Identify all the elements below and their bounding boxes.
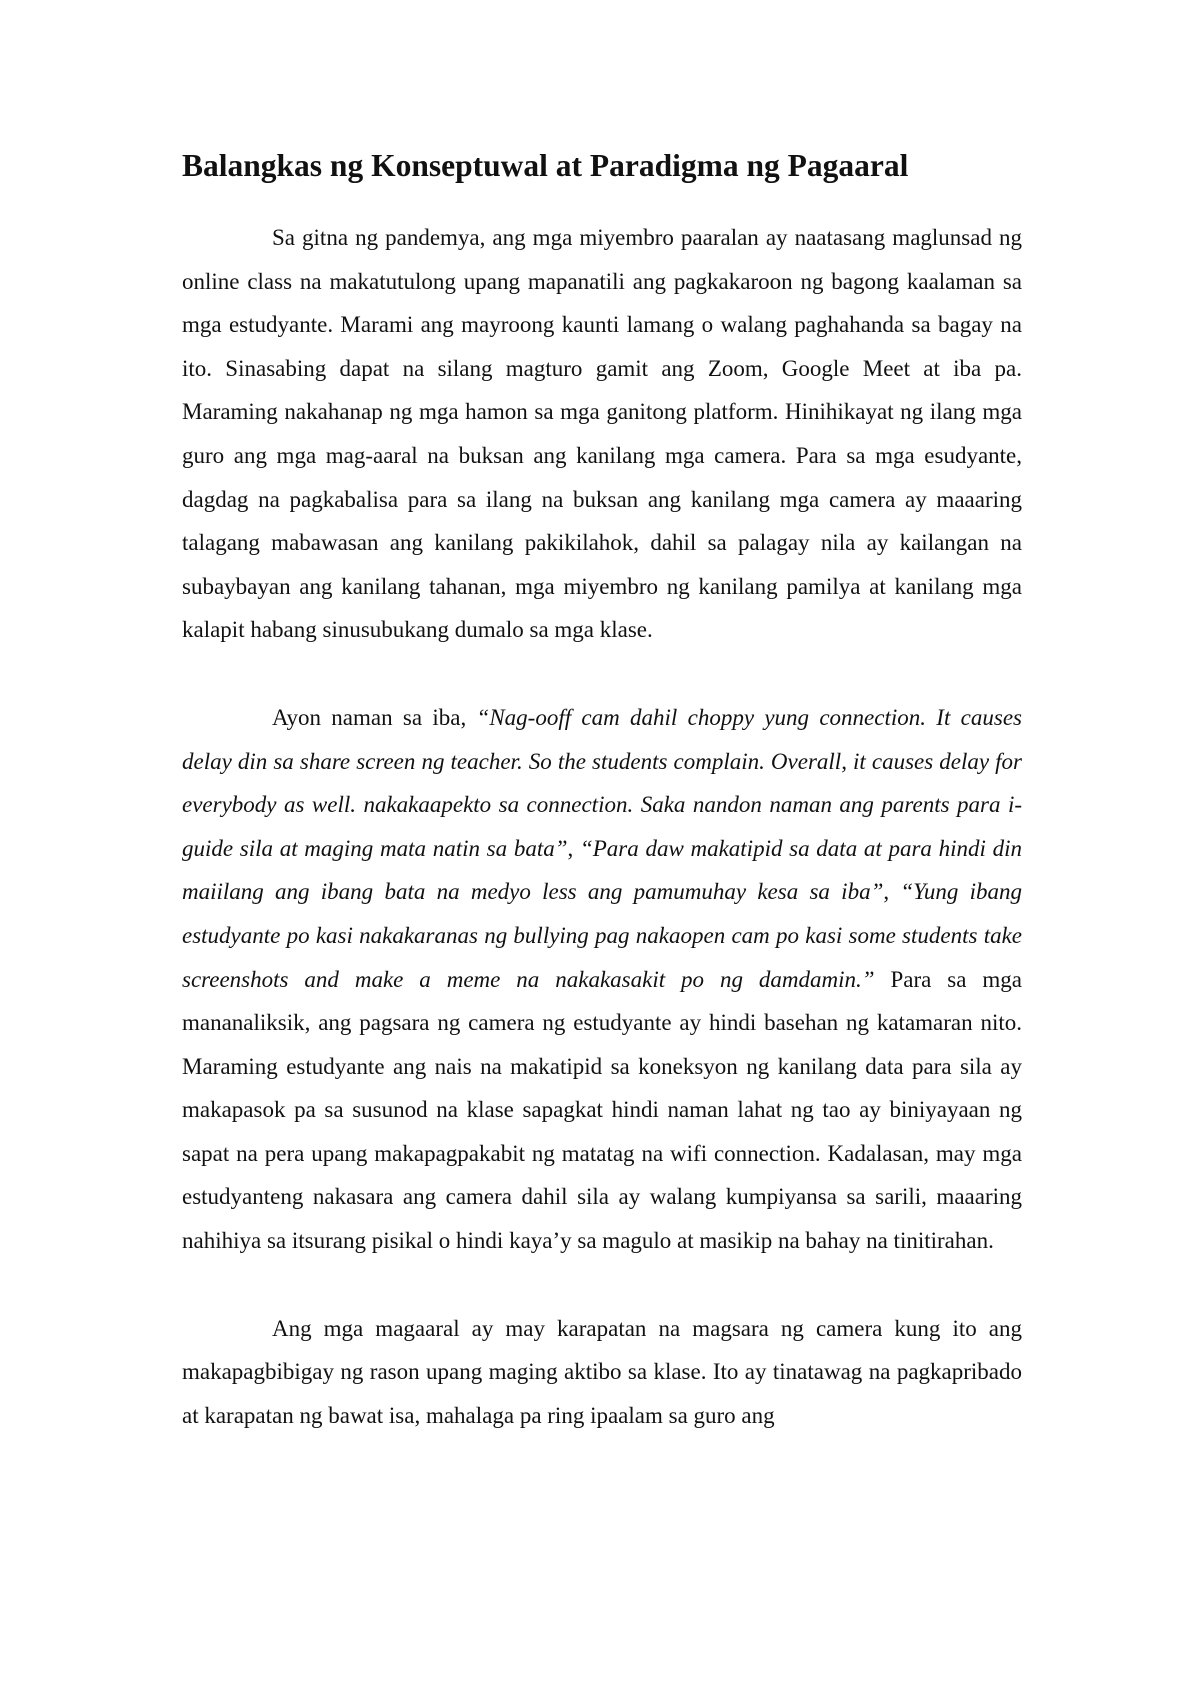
paragraph-2-rest: Para sa mga mananaliksik, ang pagsara ng camera ng estudyante ay hindi basehan ng katamaran nito. Maraming estudyante ang nais na makatipid sa koneksyon ng kanilang data para sila ay makapasok pa sa susunod na klase sapagkat hindi naman lahat ng tao ay biniyayaan ng sapat na pera upang makapagpakabit ng matatag na wifi connection. Kadalasan, may mga estudyanteng nakasara ang camera dahil sila ay walang kumpiyansa sa sarili, maaaring nahihiya sa itsurang pisikal o hindi kaya’y sa magulo at masikip na bahay na tinitirahan. — [182, 966, 1022, 1254]
paragraph-2 — [182, 696, 1022, 1263]
quote-separator-1: , — [567, 835, 580, 861]
paragraph-3: Ang mga magaaral ay may karapatan na magsara ng camera kung ito ang makapagbibigay ng rason upang maging aktibo sa klase. Ito ay tinatawag na pagkapribado at karapatan ng bawat isa, mahalaga pa ring ipaalam sa guro ang — [182, 1315, 1022, 1428]
quote-2: “Para daw makatipid sa data at para hindi din maiilang ang ibang bata na medyo less ang pamumuhay kesa sa iba” — [182, 835, 1022, 905]
quote-3: “Yung ibang estudyante po kasi nakakaranas ng bullying pag nakaopen cam po kasi some students take screenshots and make a meme na nakakasakit po ng damdamin.” — [182, 879, 1022, 992]
paragraph-1: Sa gitna ng pandemya, ang mga miyembro paaralan ay naatasang maglunsad ng online class na makatutulong upang mapanatili ang pagkakaroon ng bagong kaalaman sa mga estudyante. Marami ang mayroong kaunti lamang o walang paghahanda sa bagay na ito. Sinasabing dapat na silang magturo gamit ang Zoom, Google Meet at iba pa. Maraming nakahanap ng mga hamon sa mga ganitong platform. Hinihikayat ng ilang mga guro ang mga mag-aaral na buksan ang kanilang mga camera. Para sa mga esudyante, dagdag na pagkabalisa para sa ilang na buksan ang kanilang mga camera ay maaaring talagang mabawasan ang kanilang pakikilahok, dahil sa palagay nila ay kailangan na subaybayan ang kanilang tahanan, mga miyembro ng kanilang pamilya at kanilang mga kalapit habang sinusubukang dumalo sa mga klase. — [182, 225, 1022, 643]
quote-separator-2: , — [883, 879, 901, 905]
document-body — [182, 146, 1022, 1437]
quote-1: “Nag-ooff cam dahil choppy yung connection. It causes delay din sa share screen ng teacher. So the students complain. Overall, it causes delay for everybody as well. nakakaapekto sa connection. Saka nandon naman ang parents para i-guide sila at maging mata natin sa bata” — [182, 704, 1022, 861]
document-title: Balangkas ng Konseptuwal at Paradigma ng Pagaaral — [182, 148, 909, 183]
paragraph-2-lead: Ayon naman sa iba, — [272, 704, 477, 730]
